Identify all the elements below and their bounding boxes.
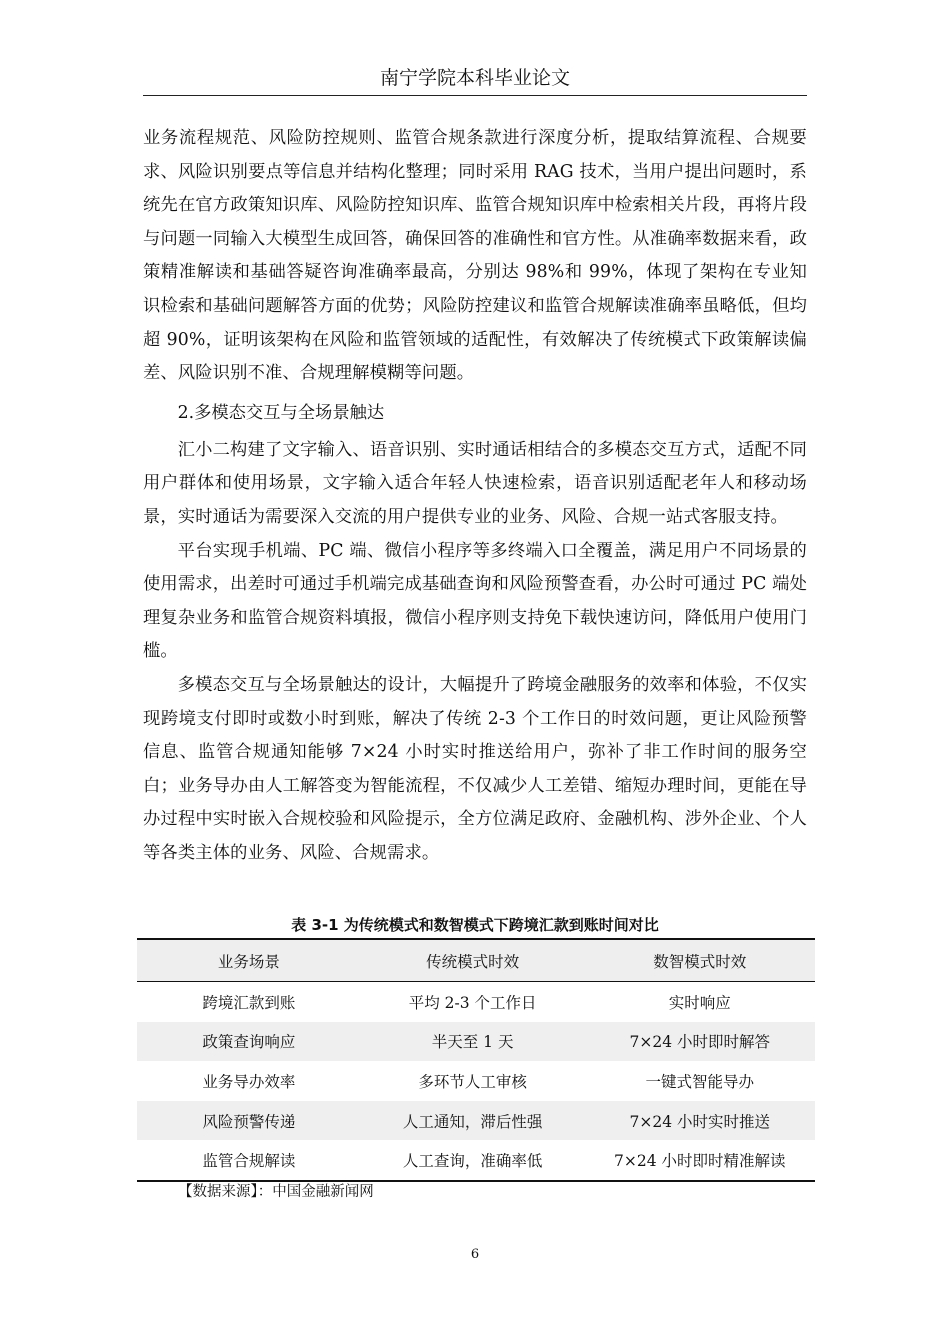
column-header: 业务场景 — [137, 939, 361, 982]
section-subheading: 2.多模态交互与全场景触达 — [177, 402, 385, 423]
table-header-row — [137, 939, 815, 982]
table-row — [137, 1022, 815, 1062]
table-cell: 监管合规解读 — [137, 1140, 361, 1181]
table-cell: 跨境汇款到账 — [202, 993, 296, 1012]
table-cell: 人工查询，准确率低 — [361, 1140, 585, 1181]
table-cell: 7×24 小时即时精准解读 — [584, 1140, 815, 1181]
paragraph-efficiency: 多模态交互与全场景触达的设计，大幅提升了跨境金融服务的效率和体验，不仅实现跨境支付即时或数小时到账，解决了传统 2-3 个工作日的时效问题，更让风险预警信息、监管合规通知能够 7×24 小时实时推送给用户，弥补了非工作时间的服务空白；业务导办由人工解答变为智能流程，不仅减少人工差错、缩短办理时间，更能在导办过程中实时嵌入合规校验和风险提示，全方位满足政府、金融机构、涉外企业、个人等各类主体的业务、风险、合规需求。 — [143, 674, 807, 863]
column-header: 传统模式时效 — [361, 939, 585, 982]
paragraph-multi-terminal: 平台实现手机端、PC 端、微信小程序等多终端入口全覆盖，满足用户不同场景的使用需求，出差时可通过手机端完成基础查询和风险预警查看，办公时可通过 PC 端处理复杂业务和监管合规资料填报，微信小程序则支持免下载快速访问，降低用户使用门槛。 — [143, 540, 807, 662]
table-cell: 政策查询响应 — [137, 1022, 361, 1062]
running-header: 南宁学院本科毕业论文 — [379, 67, 570, 89]
table-cell: 半天至 1 天 — [361, 1022, 585, 1062]
table-cell: 多环节人工审核 — [418, 1072, 527, 1091]
table-cell: 人工通知，滞后性强 — [361, 1101, 585, 1141]
table-cell: 一键式智能导办 — [645, 1072, 754, 1091]
body-text — [143, 122, 807, 870]
table-row — [137, 982, 815, 1022]
header-rule — [143, 95, 807, 96]
page-number: 6 — [470, 1247, 480, 1262]
paragraph-multimodal: 汇小二构建了文字输入、语音识别、实时通话相结合的多模态交互方式，适配不同用户群体和使用场景，文字输入适合年轻人快速检索，语音识别适配老年人和移动场景，实时通话为需要深入交流的用户提供专业的业务、风险、合规一站式客服支持。 — [143, 439, 807, 527]
table-cell: 平均 2-3 个工作日 — [408, 993, 537, 1012]
comparison-table — [137, 938, 815, 1182]
table-cell: 实时响应 — [668, 993, 731, 1012]
table-cell: 7×24 小时即时解答 — [584, 1022, 815, 1062]
table-cell: 7×24 小时实时推送 — [584, 1101, 815, 1141]
table-cell: 风险预警传递 — [137, 1101, 361, 1141]
table-row — [137, 1101, 815, 1141]
table-row — [137, 1061, 815, 1101]
paragraph-continued: 业务流程规范、风险防控规则、监管合规条款进行深度分析，提取结算流程、合规要求、风险识别要点等信息并结构化整理；同时采用 RAG 技术，当用户提出问题时，系统先在官方政策知识库、风险防控知识库、监管合规知识库中检索相关片段，再将片段与问题一同输入大模型生成回答，确保回答的准确性和官方性。从准确率数据来看，政策精准解读和基础答疑咨询准确率最高，分别达 98%和 99%，体现了架构在专业知识检索和基础问题解答方面的优势；风险防控建议和监管合规解读准确率虽略低，但均超 90%，证明该架构在风险和监管领域的适配性，有效解决了传统模式下政策解读偏差、风险识别不准、合规理解模糊等问题。 — [143, 128, 807, 384]
table-row — [137, 1140, 815, 1181]
table-cell: 业务导办效率 — [202, 1072, 296, 1091]
data-source-note: 【数据来源】：中国金融新闻网 — [178, 1184, 374, 1200]
column-header: 数智模式时效 — [584, 939, 815, 982]
table-caption: 表 3-1 为传统模式和数智模式下跨境汇款到账时间对比 — [291, 916, 659, 934]
